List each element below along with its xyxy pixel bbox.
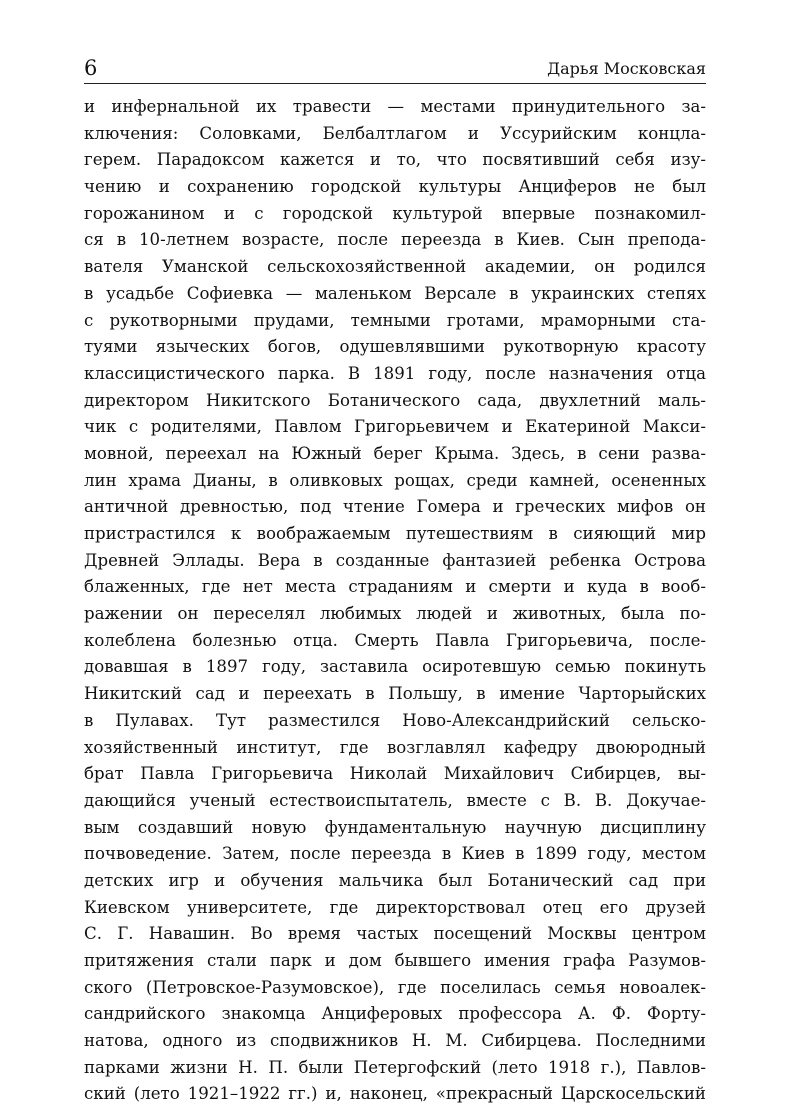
text-line: сандрийского знакомца Анциферовых профессора А. Ф. Форту- [84, 1004, 706, 1024]
text-line: в Пулавах. Тут разместился Ново-Александрийский сельско- [84, 710, 706, 730]
text-line: Никитский сад и переехать в Польшу, в имение Чарторыйских [84, 684, 706, 704]
text-line: вым создавший новую фундаментальную научную дисциплину [84, 817, 706, 837]
text-line: ключения: Соловками, Белбалтлагом и Уссурийским концла- [84, 123, 706, 143]
text-line: ся в 10-летнем возрасте, после переезда в Киев. Сын препода- [84, 230, 706, 250]
running-head [84, 56, 706, 82]
text-line: притяжения стали парк и дом бывшего имения графа Разумов- [84, 951, 706, 970]
text-line: ский (лето 1921–1922 гг.) и, наконец, «прекрасный Царскосельский [84, 1084, 706, 1104]
text-line: ражении он переселял любимых людей и животных, была по- [84, 604, 706, 624]
text-line: блаженных, где нет места страданиям и смерти и куда в вооб- [84, 577, 706, 597]
text-line: Древней Эллады. Вера в созданные фантазией ребенка Острова [84, 550, 706, 570]
header-rule [84, 83, 706, 84]
text-line: туями языческих богов, одушевлявшими рукотворную красоту [84, 337, 706, 357]
text-line: брат Павла Григорьевича Николай Михайлович Сибирцев, вы- [84, 764, 706, 784]
text-line: Киевском университете, где директорствовал отец его друзей [84, 897, 706, 917]
text-line: дающийся ученый естествоиспытатель, вместе с В. В. Докучае- [84, 790, 706, 810]
text-line: мовной, переехал на Южный берег Крыма. Здесь, в сени развa- [84, 443, 706, 463]
text-line: парками жизни Н. П. были Петергофский (лето 1918 г.), Павлов- [84, 1057, 706, 1077]
text-line: античной древностью, под чтение Гомера и греческих мифов он [84, 497, 706, 517]
text-line: классицистического парка. В 1891 году, после назначения отца [84, 363, 706, 383]
text-line: натова, одного из сподвижников Н. М. Сибирцева. Последними [84, 1031, 706, 1051]
text-line: ского (Петровское-Разумовское), где поселилась семья новоалек- [84, 977, 706, 997]
running-title-author: Дарья Московская [547, 59, 706, 78]
text-line: с рукотворными прудами, темными гротами, мраморными ста- [84, 310, 706, 330]
text-line: герем. Парадоксом кажется и то, что посвятивший себя изу- [84, 150, 706, 170]
text-line: директором Никитского Ботанического сада, двухлетний маль- [84, 390, 706, 410]
text-line: лин храма Дианы, в оливковых рощах, среди камней, осененных [84, 470, 706, 490]
text-line: и инфернальной их травести — местами принудительного за- [84, 97, 706, 116]
text-line: довавшая в 1897 году, заставила осиротевшую семью покинуть [84, 657, 706, 677]
text-line: вателя Уманской сельскохозяйственной академии, он родился [84, 257, 706, 277]
page-number: 6 [84, 56, 98, 80]
body-text [84, 94, 706, 1108]
text-line: пристрастился к воображаемым путешествиям в сияющий мир [84, 524, 706, 543]
text-line: С. Г. Навашин. Во время частых посещений Москвы центром [84, 924, 706, 944]
text-line: чик с родителями, Павлом Григорьевичем и Екатериной Макси- [84, 417, 706, 437]
text-line: горожанином и с городской культурой впервые познакомил- [84, 203, 706, 223]
text-line: чению и сохранению городской культуры Анциферов не был [84, 177, 706, 197]
text-line: в усадьбе Софиевка — маленьком Версале в украинских степях [84, 283, 706, 303]
text-line: хозяйственный институт, где возглавлял кафедру двоюродный [84, 737, 706, 757]
text-line: колеблена болезнью отца. Смерть Павла Григорьевича, после- [84, 630, 706, 650]
text-line: детских игр и обучения мальчика был Ботанический сад при [84, 870, 706, 890]
text-line: почвоведение. Затем, после переезда в Киев в 1899 году, местом [84, 844, 706, 864]
